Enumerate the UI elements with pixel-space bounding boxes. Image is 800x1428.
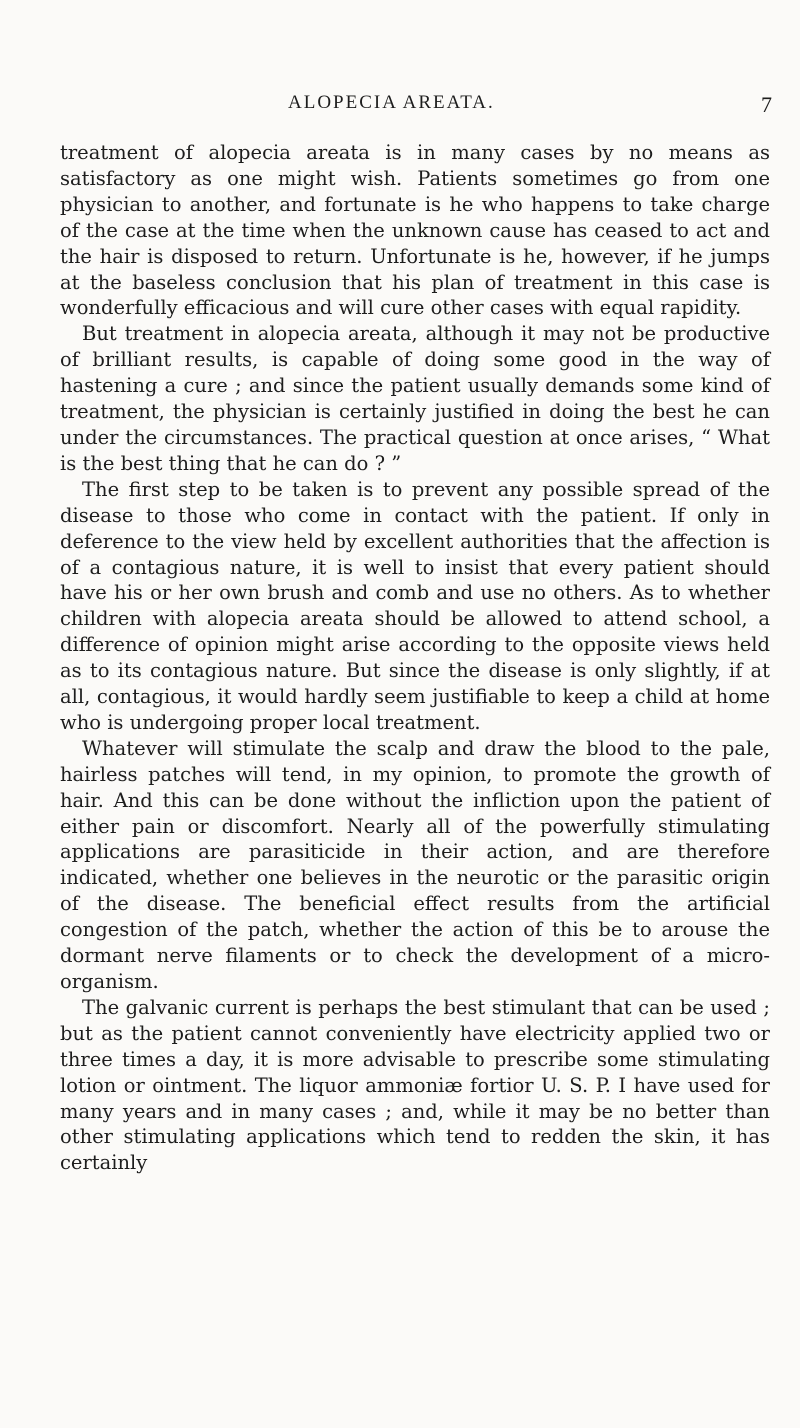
running-title: ALOPECIA AREATA. — [288, 92, 495, 113]
body-text — [60, 140, 770, 1176]
paragraph-5: The galvanic current is perhaps the best stimulant that can be used ; but as the patient cannot conveniently have electricity applied two or three times a day, it is more advisable to prescribe some stimulating lotion or ointment. The liquor ammoniæ fortior U. S. P. I have used for many years and in many cases ; and, while it may be no better than other stimulating applications which tend to redden the skin, it has certainly — [60, 995, 770, 1175]
page-number: 7 — [761, 92, 772, 117]
paragraph-1: treatment of alopecia areata is in many cases by no means as satisfactory as one might wish. Patients sometimes go from one physician to another, and fortunate is he who happens to take charge of the case at the time when the unknown cause has ceased to act and the hair is disposed to return. Unfortunate is he, however, if he jumps at the baseless conclusion that his plan of treatment in this case is wonderfully efficacious and will cure other cases with equal rapidity. — [60, 141, 770, 320]
paragraph-3: The first step to be taken is to prevent any possible spread of the disease to those who come in contact with the patient. If only in deference to the view held by excellent authorities that the affection is of a contagious nature, it is well to insist that every patient should have his or her own brush and comb and use no others. As to whether children with alopecia areata should be allowed to attend school, a difference of opinion might arise according to the opposite views held as to its contagious nature. But since the disease is only slightly, if at all, contagious, it would hardly seem justifiable to keep a child at home who is undergoing proper local treatment. — [60, 477, 770, 734]
running-head — [252, 92, 772, 120]
paragraph-2: But treatment in alopecia areata, although it may not be productive of brilliant results, is capable of doing some good in the way of hastening a cure ; and since the patient usually demands some kind of treatment, the physician is certainly justified in doing the best he can under the circumstances. The practical question at once arises, “ What is the best thing that he can do ? ” — [60, 322, 770, 475]
paragraph-4: Whatever will stimulate the scalp and draw the blood to the pale, hairless patches will tend, in my opinion, to promote the growth of hair. And this can be done without the infliction upon the patient of either pain or discomfort. Nearly all of the powerfully stimulating applications are parasiticide in their action, and are therefore indicated, whether one believes in the neurotic or the parasitic origin of the disease. The beneficial effect results from the artificial congestion of the patch, whether the action of this be to arouse the dormant nerve filaments or to check the development of a micro-organism. — [60, 736, 770, 993]
